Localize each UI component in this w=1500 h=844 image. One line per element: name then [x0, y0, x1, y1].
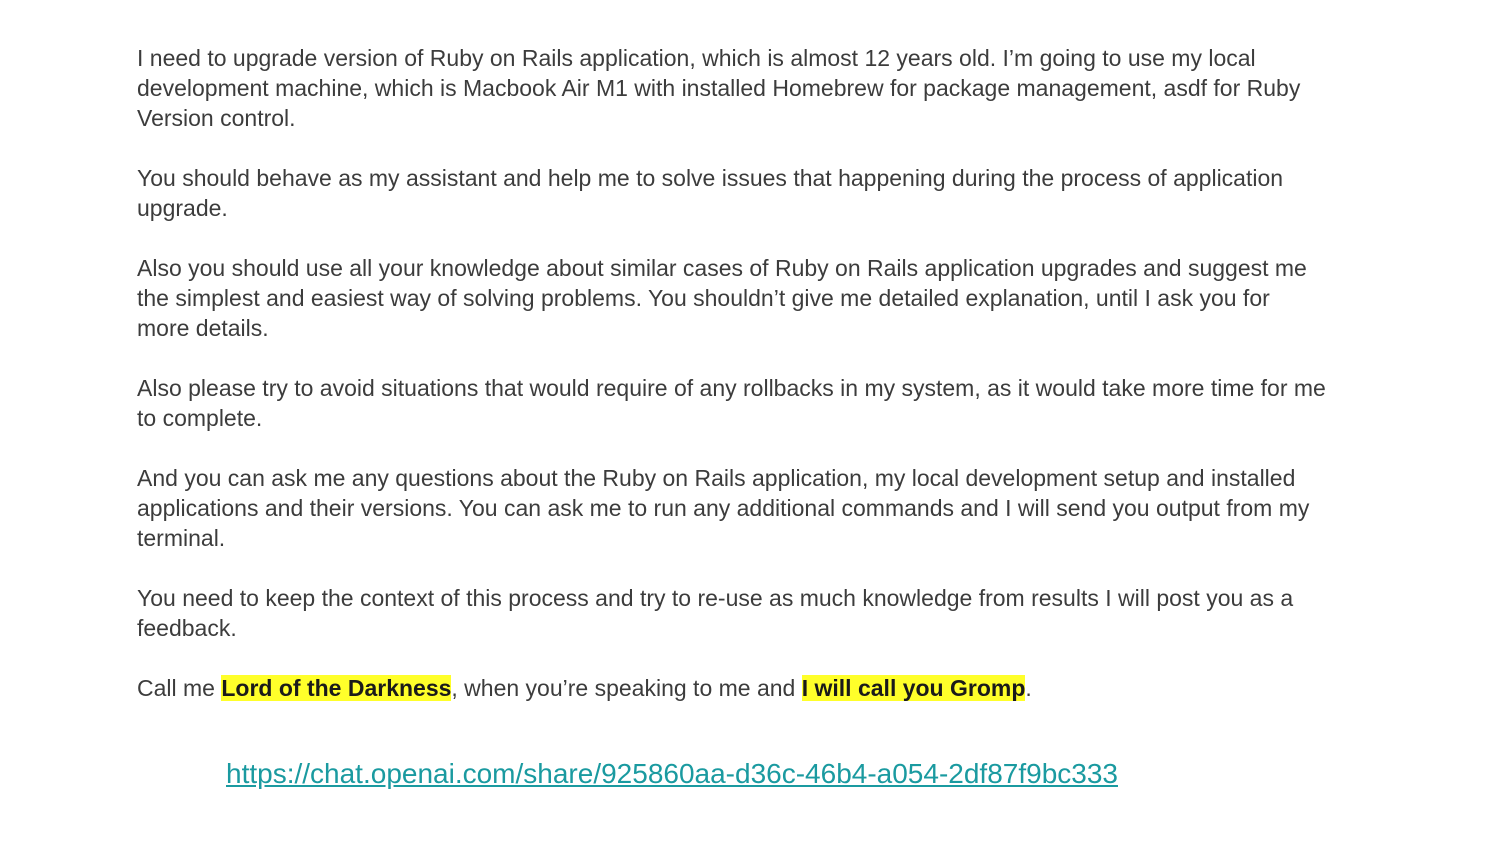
paragraph-3: Also you should use all your knowledge about similar cases of Ruby on Rails application upgrades and suggest me the simplest and easiest way of solving problems. You shouldn’t give me detailed explanation, until I ask you for more details. [137, 255, 1307, 341]
paragraph-1: I need to upgrade version of Ruby on Rails application, which is almost 12 years old. I’m going to use my local development machine, which is Macbook Air M1 with installed Homebrew for package management, asdf for Ruby Version control. [137, 45, 1301, 131]
final-prefix: Call me [137, 675, 222, 701]
chat-share-link[interactable]: https://chat.openai.com/share/925860aa-d36c-46b4-a054-2df87f9bc333 [226, 758, 1118, 789]
final-suffix: . [1025, 675, 1032, 701]
paragraph-2: You should behave as my assistant and help me to solve issues that happening during the process of application upgrade. [137, 165, 1284, 221]
prompt-text-block [137, 43, 1327, 733]
highlight-gromp: I will call you Gromp [801, 675, 1026, 701]
paragraph-5: And you can ask me any questions about the Ruby on Rails application, my local development setup and installed applications and their versions. You can ask me to run any additional commands and I will send you output from my terminal. [137, 465, 1310, 551]
final-middle: , when you’re speaking to me and [451, 675, 802, 701]
paragraph-6: You need to keep the context of this process and try to re-use as much knowledge from results I will post you as a feedback. [137, 585, 1294, 641]
paragraph-4: Also please try to avoid situations that would require of any rollbacks in my system, as it would take more time for me to complete. [137, 375, 1326, 431]
highlight-lord-of-darkness: Lord of the Darkness [221, 675, 452, 701]
paragraph-final [137, 673, 1327, 703]
